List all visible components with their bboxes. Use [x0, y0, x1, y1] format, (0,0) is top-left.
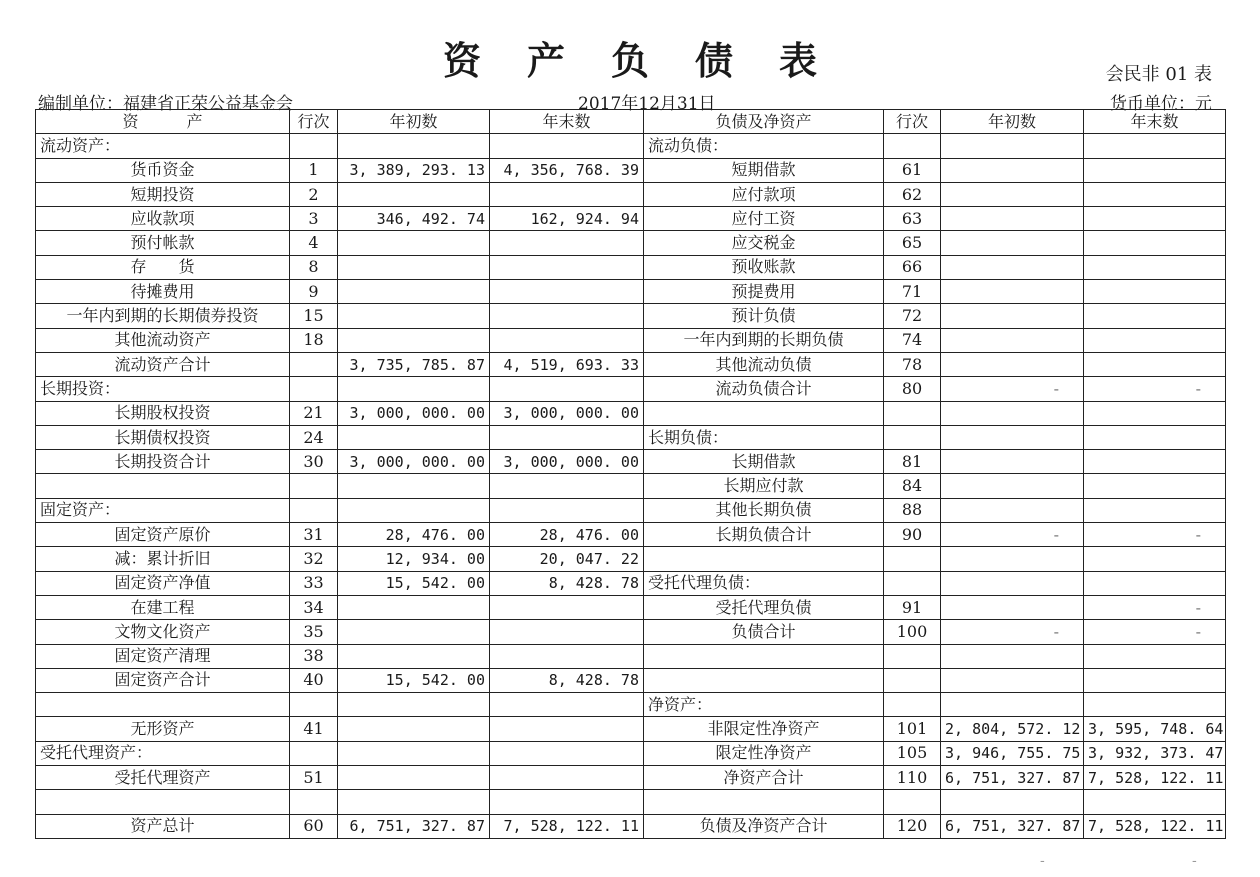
- asset-item: 长期股权投资: [36, 401, 290, 425]
- asset-begin-value: [338, 766, 490, 790]
- liability-end-value: [1084, 547, 1226, 571]
- liability-line-no: 78: [884, 352, 941, 376]
- table-row: [36, 182, 1226, 206]
- asset-line-no: [290, 693, 338, 717]
- table-header-row: [36, 110, 1226, 134]
- liability-begin-value: [941, 231, 1084, 255]
- header-begin-balance: 年初数: [338, 110, 490, 134]
- liability-end-value: [1084, 280, 1226, 304]
- table-row: [36, 158, 1226, 182]
- liability-line-no: 80: [884, 377, 941, 401]
- asset-end-value: [490, 280, 644, 304]
- liability-end-value: -: [1084, 595, 1226, 619]
- asset-item: 长期投资：: [36, 377, 290, 401]
- asset-end-value: 162, 924. 94: [490, 207, 644, 231]
- liability-line-no: [884, 425, 941, 449]
- table-row: [36, 790, 1226, 814]
- asset-begin-value: [338, 377, 490, 401]
- table-row: [36, 766, 1226, 790]
- table-row: [36, 280, 1226, 304]
- liability-line-no: 65: [884, 231, 941, 255]
- asset-item: 固定资产：: [36, 498, 290, 522]
- table-row: [36, 668, 1226, 692]
- liability-begin-value: [941, 304, 1084, 328]
- asset-end-value: 8, 428. 78: [490, 571, 644, 595]
- asset-begin-value: [338, 182, 490, 206]
- asset-begin-value: [338, 231, 490, 255]
- header-line-no-2: 行次: [884, 110, 941, 134]
- asset-line-no: [290, 134, 338, 158]
- asset-item: 待摊费用: [36, 280, 290, 304]
- liability-end-value: [1084, 182, 1226, 206]
- asset-item: 受托代理资产: [36, 766, 290, 790]
- asset-end-value: [490, 620, 644, 644]
- table-row: [36, 717, 1226, 741]
- asset-item: 一年内到期的长期债券投资: [36, 304, 290, 328]
- currency-unit-label: 货币单位：元: [1110, 94, 1212, 114]
- asset-end-value: 3, 000, 000. 00: [490, 401, 644, 425]
- asset-end-value: 28, 476. 00: [490, 523, 644, 547]
- reporting-unit-label: 编制单位：福建省正荣公益基金会: [38, 94, 293, 114]
- liability-begin-value: [941, 182, 1084, 206]
- liability-item: [644, 790, 884, 814]
- liability-item: 限定性净资产: [644, 741, 884, 765]
- asset-line-no: [290, 741, 338, 765]
- liability-item: 应交税金: [644, 231, 884, 255]
- liability-line-no: [884, 693, 941, 717]
- asset-end-value: [490, 498, 644, 522]
- liability-item: 应付款项: [644, 182, 884, 206]
- header-line-no: 行次: [290, 110, 338, 134]
- liability-end-value: [1084, 255, 1226, 279]
- report-date-label: 2017年12月31日: [578, 94, 716, 114]
- asset-line-no: [290, 377, 338, 401]
- asset-begin-value: 15, 542. 00: [338, 571, 490, 595]
- table-row: [36, 644, 1226, 668]
- footer-dash-mark: -: [1040, 853, 1045, 869]
- liability-item: 受托代理负债：: [644, 571, 884, 595]
- table-row: [36, 377, 1226, 401]
- asset-item: 固定资产合计: [36, 668, 290, 692]
- liability-item: [644, 668, 884, 692]
- asset-item: 在建工程: [36, 595, 290, 619]
- asset-begin-value: [338, 741, 490, 765]
- liability-begin-value: [941, 207, 1084, 231]
- asset-item: 文物文化资产: [36, 620, 290, 644]
- liability-begin-value: -: [941, 377, 1084, 401]
- liability-item: 长期应付款: [644, 474, 884, 498]
- asset-end-value: 4, 356, 768. 39: [490, 158, 644, 182]
- liability-begin-value: [941, 790, 1084, 814]
- asset-line-no: 8: [290, 255, 338, 279]
- asset-line-no: 3: [290, 207, 338, 231]
- liability-end-value: [1084, 668, 1226, 692]
- asset-begin-value: [338, 498, 490, 522]
- liability-begin-value: [941, 328, 1084, 352]
- liability-item: 预计负债: [644, 304, 884, 328]
- liability-end-value: 7, 528, 122. 11: [1084, 814, 1226, 838]
- liability-line-no: 66: [884, 255, 941, 279]
- liability-item: 净资产合计: [644, 766, 884, 790]
- table-row: [36, 595, 1226, 619]
- asset-line-no: 9: [290, 280, 338, 304]
- asset-item: 货币资金: [36, 158, 290, 182]
- asset-begin-value: 15, 542. 00: [338, 668, 490, 692]
- asset-end-value: [490, 595, 644, 619]
- asset-item: 流动资产合计: [36, 352, 290, 376]
- asset-item: [36, 790, 290, 814]
- asset-line-no: 35: [290, 620, 338, 644]
- liability-item: 流动负债：: [644, 134, 884, 158]
- asset-end-value: [490, 328, 644, 352]
- table-row: [36, 450, 1226, 474]
- asset-begin-value: [338, 693, 490, 717]
- table-row: [36, 620, 1226, 644]
- liability-line-no: [884, 547, 941, 571]
- liability-item: 预收账款: [644, 255, 884, 279]
- liability-item: [644, 547, 884, 571]
- liability-line-no: 91: [884, 595, 941, 619]
- asset-item: 流动资产：: [36, 134, 290, 158]
- asset-line-no: 38: [290, 644, 338, 668]
- liability-end-value: [1084, 425, 1226, 449]
- liability-item: 净资产：: [644, 693, 884, 717]
- asset-end-value: [490, 766, 644, 790]
- asset-end-value: [490, 790, 644, 814]
- asset-end-value: 8, 428. 78: [490, 668, 644, 692]
- liability-end-value: [1084, 644, 1226, 668]
- asset-end-value: [490, 474, 644, 498]
- liability-item: [644, 644, 884, 668]
- liability-line-no: [884, 401, 941, 425]
- liability-begin-value: [941, 450, 1084, 474]
- liability-line-no: 71: [884, 280, 941, 304]
- asset-line-no: 32: [290, 547, 338, 571]
- liability-begin-value: [941, 425, 1084, 449]
- asset-item: 固定资产清理: [36, 644, 290, 668]
- liability-line-no: 110: [884, 766, 941, 790]
- asset-item: 受托代理资产：: [36, 741, 290, 765]
- asset-line-no: 60: [290, 814, 338, 838]
- asset-line-no: 21: [290, 401, 338, 425]
- liability-end-value: [1084, 474, 1226, 498]
- table-row: [36, 134, 1226, 158]
- asset-begin-value: 3, 735, 785. 87: [338, 352, 490, 376]
- liability-item: 流动负债合计: [644, 377, 884, 401]
- asset-begin-value: [338, 474, 490, 498]
- asset-begin-value: 12, 934. 00: [338, 547, 490, 571]
- liability-line-no: [884, 790, 941, 814]
- liability-line-no: 100: [884, 620, 941, 644]
- liability-line-no: [884, 134, 941, 158]
- liability-end-value: 3, 595, 748. 64: [1084, 717, 1226, 741]
- asset-line-no: [290, 790, 338, 814]
- asset-end-value: [490, 231, 644, 255]
- liability-line-no: 81: [884, 450, 941, 474]
- liability-begin-value: [941, 693, 1084, 717]
- liability-end-value: [1084, 352, 1226, 376]
- asset-begin-value: 346, 492. 74: [338, 207, 490, 231]
- liability-item: 短期借款: [644, 158, 884, 182]
- liability-line-no: 61: [884, 158, 941, 182]
- asset-begin-value: [338, 134, 490, 158]
- liability-item: 其他长期负债: [644, 498, 884, 522]
- asset-line-no: 1: [290, 158, 338, 182]
- liability-end-value: [1084, 450, 1226, 474]
- form-id-label: 会民非 01 表: [1105, 64, 1212, 85]
- liability-item: 非限定性净资产: [644, 717, 884, 741]
- liability-end-value: -: [1084, 377, 1226, 401]
- asset-begin-value: 3, 000, 000. 00: [338, 401, 490, 425]
- liability-line-no: [884, 668, 941, 692]
- liability-item: [644, 401, 884, 425]
- page-title: 资产负债表: [442, 38, 863, 83]
- liability-line-no: 105: [884, 741, 941, 765]
- header-liabilities: 负债及净资产: [644, 110, 884, 134]
- asset-end-value: [490, 717, 644, 741]
- liability-item: 长期负债：: [644, 425, 884, 449]
- asset-end-value: [490, 425, 644, 449]
- liability-item: 受托代理负债: [644, 595, 884, 619]
- table-row: [36, 231, 1226, 255]
- liability-begin-value: 2, 804, 572. 12: [941, 717, 1084, 741]
- liability-end-value: -: [1084, 523, 1226, 547]
- liability-line-no: 120: [884, 814, 941, 838]
- asset-item: 短期投资: [36, 182, 290, 206]
- liability-line-no: [884, 644, 941, 668]
- liability-end-value: [1084, 693, 1226, 717]
- asset-line-no: 15: [290, 304, 338, 328]
- asset-item: 减：累计折旧: [36, 547, 290, 571]
- liability-begin-value: [941, 668, 1084, 692]
- asset-begin-value: [338, 304, 490, 328]
- asset-begin-value: [338, 328, 490, 352]
- liability-begin-value: [941, 547, 1084, 571]
- asset-line-no: 2: [290, 182, 338, 206]
- asset-line-no: 41: [290, 717, 338, 741]
- liability-item: 负债合计: [644, 620, 884, 644]
- liability-end-value: [1084, 790, 1226, 814]
- liability-line-no: 63: [884, 207, 941, 231]
- asset-end-value: [490, 644, 644, 668]
- asset-line-no: 31: [290, 523, 338, 547]
- table-row: [36, 304, 1226, 328]
- asset-item: 固定资产净值: [36, 571, 290, 595]
- table-row: [36, 523, 1226, 547]
- asset-line-no: [290, 352, 338, 376]
- liability-end-value: [1084, 571, 1226, 595]
- asset-line-no: [290, 498, 338, 522]
- table-body: [36, 134, 1226, 839]
- table-row: [36, 255, 1226, 279]
- asset-end-value: 3, 000, 000. 00: [490, 450, 644, 474]
- header-begin-balance-2: 年初数: [941, 110, 1084, 134]
- asset-end-value: [490, 741, 644, 765]
- asset-begin-value: [338, 644, 490, 668]
- asset-item: [36, 474, 290, 498]
- asset-line-no: 40: [290, 668, 338, 692]
- table-row: [36, 498, 1226, 522]
- asset-end-value: [490, 182, 644, 206]
- liability-line-no: 84: [884, 474, 941, 498]
- table-row: [36, 352, 1226, 376]
- asset-end-value: [490, 377, 644, 401]
- asset-line-no: 18: [290, 328, 338, 352]
- asset-line-no: 33: [290, 571, 338, 595]
- liability-item: 负债及净资产合计: [644, 814, 884, 838]
- table-row: [36, 425, 1226, 449]
- table-row: [36, 474, 1226, 498]
- liability-line-no: [884, 571, 941, 595]
- asset-line-no: [290, 474, 338, 498]
- table-row: [36, 693, 1226, 717]
- header-end-balance: 年末数: [490, 110, 644, 134]
- liability-end-value: [1084, 231, 1226, 255]
- liability-begin-value: [941, 571, 1084, 595]
- liability-begin-value: [941, 352, 1084, 376]
- liability-begin-value: 3, 946, 755. 75: [941, 741, 1084, 765]
- asset-item: 长期投资合计: [36, 450, 290, 474]
- liability-begin-value: [941, 134, 1084, 158]
- asset-begin-value: [338, 255, 490, 279]
- asset-begin-value: [338, 280, 490, 304]
- asset-begin-value: [338, 620, 490, 644]
- table-row: [36, 207, 1226, 231]
- liability-begin-value: [941, 280, 1084, 304]
- asset-line-no: 51: [290, 766, 338, 790]
- asset-item: 其他流动资产: [36, 328, 290, 352]
- asset-item: 存 货: [36, 255, 290, 279]
- asset-end-value: 7, 528, 122. 11: [490, 814, 644, 838]
- asset-end-value: [490, 693, 644, 717]
- liability-item: 长期借款: [644, 450, 884, 474]
- table-row: [36, 401, 1226, 425]
- table-row: [36, 328, 1226, 352]
- liability-begin-value: [941, 595, 1084, 619]
- asset-begin-value: 6, 751, 327. 87: [338, 814, 490, 838]
- table-row: [36, 571, 1226, 595]
- liability-line-no: 101: [884, 717, 941, 741]
- asset-end-value: [490, 255, 644, 279]
- liability-end-value: [1084, 401, 1226, 425]
- table-row: [36, 741, 1226, 765]
- liability-line-no: 62: [884, 182, 941, 206]
- asset-line-no: 4: [290, 231, 338, 255]
- liability-item: 预提费用: [644, 280, 884, 304]
- liability-begin-value: [941, 158, 1084, 182]
- table-row: [36, 814, 1226, 838]
- asset-begin-value: [338, 595, 490, 619]
- asset-line-no: 34: [290, 595, 338, 619]
- liability-begin-value: [941, 498, 1084, 522]
- liability-begin-value: [941, 401, 1084, 425]
- balance-sheet-table: [35, 109, 1226, 839]
- table-row: [36, 547, 1226, 571]
- asset-item: 应收款项: [36, 207, 290, 231]
- asset-begin-value: [338, 717, 490, 741]
- liability-end-value: 7, 528, 122. 11: [1084, 766, 1226, 790]
- asset-begin-value: 3, 000, 000. 00: [338, 450, 490, 474]
- asset-item: 无形资产: [36, 717, 290, 741]
- liability-line-no: 90: [884, 523, 941, 547]
- liability-end-value: [1084, 134, 1226, 158]
- asset-begin-value: 28, 476. 00: [338, 523, 490, 547]
- liability-begin-value: 6, 751, 327. 87: [941, 814, 1084, 838]
- footer-dash-mark: -: [1192, 853, 1197, 869]
- asset-item: [36, 693, 290, 717]
- asset-begin-value: [338, 425, 490, 449]
- liability-begin-value: [941, 255, 1084, 279]
- asset-begin-value: [338, 790, 490, 814]
- asset-line-no: 30: [290, 450, 338, 474]
- asset-item: 预付帐款: [36, 231, 290, 255]
- header-end-balance-2: 年末数: [1084, 110, 1226, 134]
- liability-end-value: [1084, 158, 1226, 182]
- liability-begin-value: [941, 644, 1084, 668]
- liability-end-value: [1084, 304, 1226, 328]
- liability-begin-value: 6, 751, 327. 87: [941, 766, 1084, 790]
- asset-end-value: 20, 047. 22: [490, 547, 644, 571]
- liability-line-no: 88: [884, 498, 941, 522]
- asset-end-value: [490, 134, 644, 158]
- header-assets: 资 产: [36, 110, 290, 134]
- liability-end-value: [1084, 328, 1226, 352]
- liability-line-no: 72: [884, 304, 941, 328]
- asset-line-no: 24: [290, 425, 338, 449]
- liability-item: 长期负债合计: [644, 523, 884, 547]
- liability-end-value: [1084, 207, 1226, 231]
- asset-begin-value: 3, 389, 293. 13: [338, 158, 490, 182]
- liability-begin-value: -: [941, 620, 1084, 644]
- liability-end-value: 3, 932, 373. 47: [1084, 741, 1226, 765]
- liability-end-value: -: [1084, 620, 1226, 644]
- asset-end-value: 4, 519, 693. 33: [490, 352, 644, 376]
- liability-begin-value: -: [941, 523, 1084, 547]
- liability-item: 一年内到期的长期负债: [644, 328, 884, 352]
- asset-end-value: [490, 304, 644, 328]
- liability-item: 应付工资: [644, 207, 884, 231]
- asset-item: 长期债权投资: [36, 425, 290, 449]
- liability-line-no: 74: [884, 328, 941, 352]
- asset-item: 资产总计: [36, 814, 290, 838]
- liability-begin-value: [941, 474, 1084, 498]
- liability-end-value: [1084, 498, 1226, 522]
- asset-item: 固定资产原价: [36, 523, 290, 547]
- liability-item: 其他流动负债: [644, 352, 884, 376]
